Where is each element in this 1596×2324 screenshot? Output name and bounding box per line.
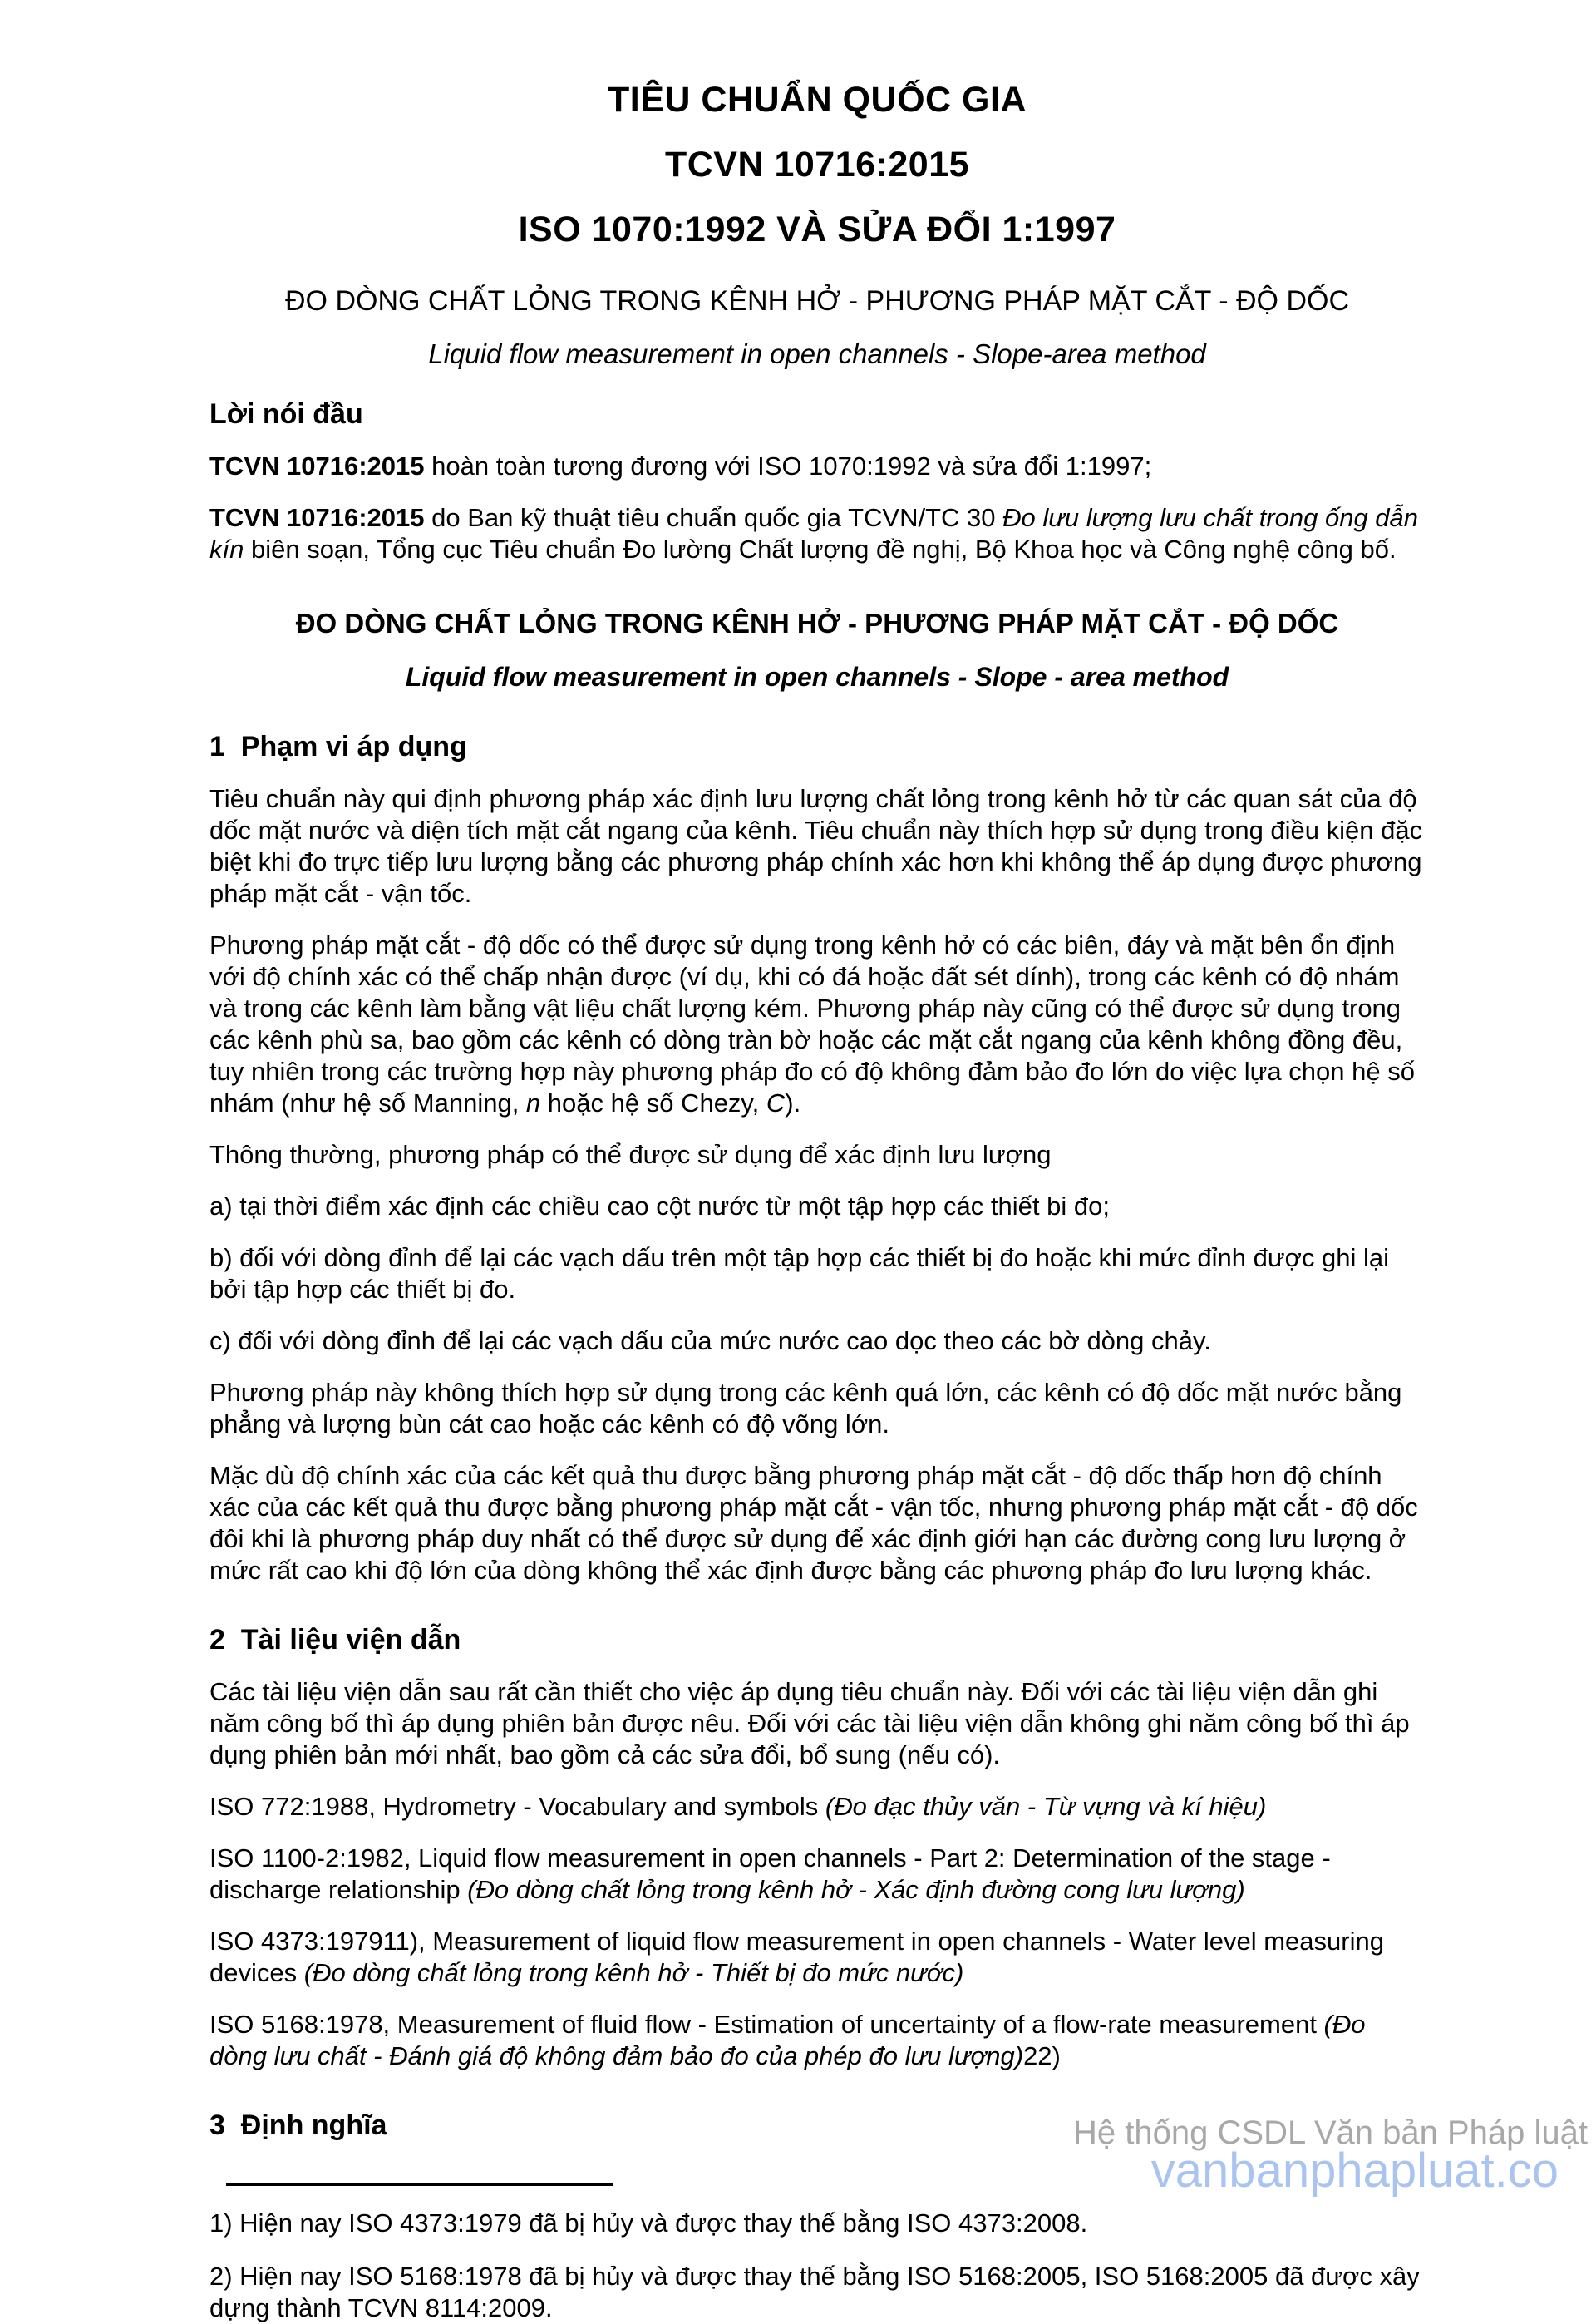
scope-paragraph-3: Thông thường, phương pháp có thể được sử dụng để xác định lưu lượng [209, 1140, 1052, 1169]
reference-item [209, 1791, 1425, 1823]
scope-heading: 1 Phạm vi áp dụng [209, 731, 467, 762]
scope-section [209, 730, 1425, 1586]
references-intro: Các tài liệu viện dẫn sau rất cần thiết cho việc áp dụng tiêu chuẩn này. Đối với các tài liệu viện dẫn ghi năm công bố thì áp dụng phiên bản được nêu. Đối với các tài liệu viện dẫn không ghi năm công bố thì áp dụng phiên bản mới nhất, bao gồm cả các sửa đổi, bổ sung (nếu có). [209, 1677, 1410, 1769]
foreword-paragraph-2 [209, 502, 1425, 565]
doc-category-title: TIÊU CHUẨN QUỐC GIA [608, 80, 1027, 120]
reference-suffix: 22) [1023, 2041, 1061, 2070]
reference-title: ISO 5168:1978, Measurement of fluid flow - Estimation of uncertainty of a flow-rate measurement [209, 2010, 1324, 2039]
reference-title-vietnamese-italic: (Đo đạc thủy văn - Từ vựng và kí hiệu) [825, 1792, 1267, 1821]
watermark-overlay-text: Hệ thống CSDL Văn bản Pháp luật [1073, 2114, 1588, 2151]
manning-symbol-italic: n [525, 1088, 541, 1118]
committee-name-italic: Đo lưu lượng lưu chất trong ống dẫn kín [209, 503, 1419, 564]
reference-title: ISO 4373:197911), Measurement of liquid flow measurement in open channels - Water level measuring devices [209, 1927, 1384, 1987]
footnote-1: 1) Hiện nay ISO 4373:1979 đã bị hủy và được thay thế bằng ISO 4373:2008. [209, 2208, 1088, 2238]
reference-title-vietnamese-italic: (Đo dòng chất lỏng trong kênh hở - Xác định đường cong lưu lượng) [467, 1875, 1245, 1904]
document-header [209, 76, 1425, 371]
foreword-paragraph-2-text-2: biên soạn, Tổng cục Tiêu chuẩn Đo lường Chất lượng đề nghị, Bộ Khoa học và Công nghệ công bố. [244, 535, 1396, 564]
foreword-paragraph-1 [209, 451, 1425, 482]
main-title-vietnamese: ĐO DÒNG CHẤT LỎNG TRONG KÊNH HỞ - PHƯƠNG PHÁP MẶT CẮT - ĐỘ DỐC [295, 608, 1339, 639]
foreword-heading: Lời nói đầu [209, 398, 363, 430]
scope-list-item-b: b) đối với dòng đỉnh để lại các vạch dấu trên một tập hợp các thiết bị đo hoặc khi mức đỉnh được ghi lại bởi tập hợp các thiết bị đo. [209, 1243, 1390, 1304]
chezy-symbol-italic: C [766, 1088, 786, 1118]
foreword-paragraph-1-text: hoàn toàn tương đương với ISO 1070:1992 và sửa đổi 1:1997; [424, 451, 1152, 481]
scope-list-item-a: a) tại thời điểm xác định các chiều cao cột nước từ một tập hợp các thiết bi đo; [209, 1192, 1110, 1221]
scope-paragraph-2 [209, 930, 1425, 1119]
scope-paragraph-2-text-3: ). [785, 1088, 801, 1118]
watermark-site-text: vanbanphapluat.co [1150, 2144, 1559, 2198]
reference-item [209, 1926, 1425, 1989]
doc-title-english: Liquid flow measurement in open channels - Slope-area method [428, 338, 1206, 369]
definitions-section [209, 2109, 1425, 2142]
footnote-separator-rule [226, 2183, 613, 2186]
doc-title-vietnamese: ĐO DÒNG CHẤT LỎNG TRONG KÊNH HỞ - PHƯƠNG PHÁP MẶT CẮT - ĐỘ DỐC [285, 285, 1349, 317]
foreword-section [209, 397, 1425, 565]
foreword-paragraph-2-text-1: do Ban kỹ thuật tiêu chuẩn quốc gia TCVN/TC 30 [424, 503, 1003, 532]
scope-paragraph-2-text-1: Phương pháp mặt cắt - độ dốc có thể được sử dụng trong kênh hở có các biên, đáy và mặt bên ổn định với độ chính xác có thể chấp nhận được (ví dụ, khi có đá hoặc đất sét dính), trong các kênh có độ nhám và trong các kênh làm bằng vật liệu chất lượng kém. Phương pháp này cũng có thể được sử dụng trong các kênh phù sa, bao gồm các kênh có dòng tràn bờ hoặc các mặt cắt ngang của kênh không đồng đều, tuy nhiên trong các trường hợp này phương pháp đo có độ không đảm bảo đo lớn do việc lựa chọn hệ số nhám (như hệ số Manning, [209, 930, 1415, 1118]
main-title-section [209, 607, 1425, 693]
scope-paragraph-5: Mặc dù độ chính xác của các kết quả thu được bằng phương pháp mặt cắt - độ dốc thấp hơn độ chính xác của các kết quả thu được bằng phương pháp mặt cắt - vận tốc, nhưng phương pháp mặt cắt - độ dốc đôi khi là phương pháp duy nhất có thể được sử dụng để xác định giới hạn các đường cong lưu lượng ở mức rất cao khi độ lớn của dòng không thể xác định được bằng các phương pháp đo lưu lượng khác. [209, 1461, 1418, 1585]
reference-title: ISO 1100-2:1982, Liquid flow measurement in open channels - Part 2: Determination of the stage - discharge relationship [209, 1843, 1331, 1904]
standard-number-bold: TCVN 10716:2015 [209, 451, 425, 481]
scope-paragraph-1: Tiêu chuẩn này qui định phương pháp xác định lưu lượng chất lỏng trong kênh hở từ các quan sát của độ dốc mặt nước và diện tích mặt cắt ngang của kênh. Tiêu chuẩn này thích hợp sử dụng trong điều kiện đặc biệt khi đo trực tiếp lưu lượng bằng các phương pháp chính xác hơn khi không thể áp dụng được phương pháp mặt cắt - vận tốc. [209, 784, 1423, 908]
footnote-2: 2) Hiện nay ISO 5168:1978 đã bị hủy và được thay thế bằng ISO 5168:2005, ISO 5168:2005 đã được xây dựng thành TCVN 8114:2009. [209, 2262, 1420, 2322]
doc-standard-number: TCVN 10716:2015 [664, 145, 970, 185]
references-section [209, 1623, 1425, 2072]
reference-title-vietnamese-italic: (Đo dòng lưu chất - Đánh giá độ không đảm bảo đo của phép đo lưu lượng) [209, 2010, 1366, 2070]
scope-list-item-c: c) đối với dòng đỉnh để lại các vạch dấu của mức nước cao dọc theo các bờ dòng chảy. [209, 1326, 1211, 1355]
definitions-heading: 3 Định nghĩa [209, 2109, 387, 2141]
doc-iso-reference: ISO 1070:1992 VÀ SỬA ĐỔI 1:1997 [518, 210, 1116, 249]
standard-number-bold: TCVN 10716:2015 [209, 503, 425, 532]
reference-item [209, 1843, 1425, 1906]
reference-title-vietnamese-italic: (Đo dòng chất lỏng trong kênh hở - Thiết bị đo mức nước) [303, 1958, 964, 1987]
reference-item [209, 2009, 1425, 2072]
reference-title: ISO 772:1988, Hydrometry - Vocabulary and symbols [209, 1792, 825, 1821]
main-title-english: Liquid flow measurement in open channels - Slope - area method [405, 662, 1229, 692]
scope-paragraph-2-text-2: hoặc hệ số Chezy, [540, 1088, 766, 1118]
footnote-area [209, 2183, 1425, 2324]
scope-paragraph-4: Phương pháp này không thích hợp sử dụng trong các kênh quá lớn, các kênh có độ dốc mặt nước bằng phẳng và lượng bùn cát cao hoặc các kênh có độ võng lớn. [209, 1378, 1402, 1438]
references-heading: 2 Tài liệu viện dẫn [209, 1624, 461, 1655]
